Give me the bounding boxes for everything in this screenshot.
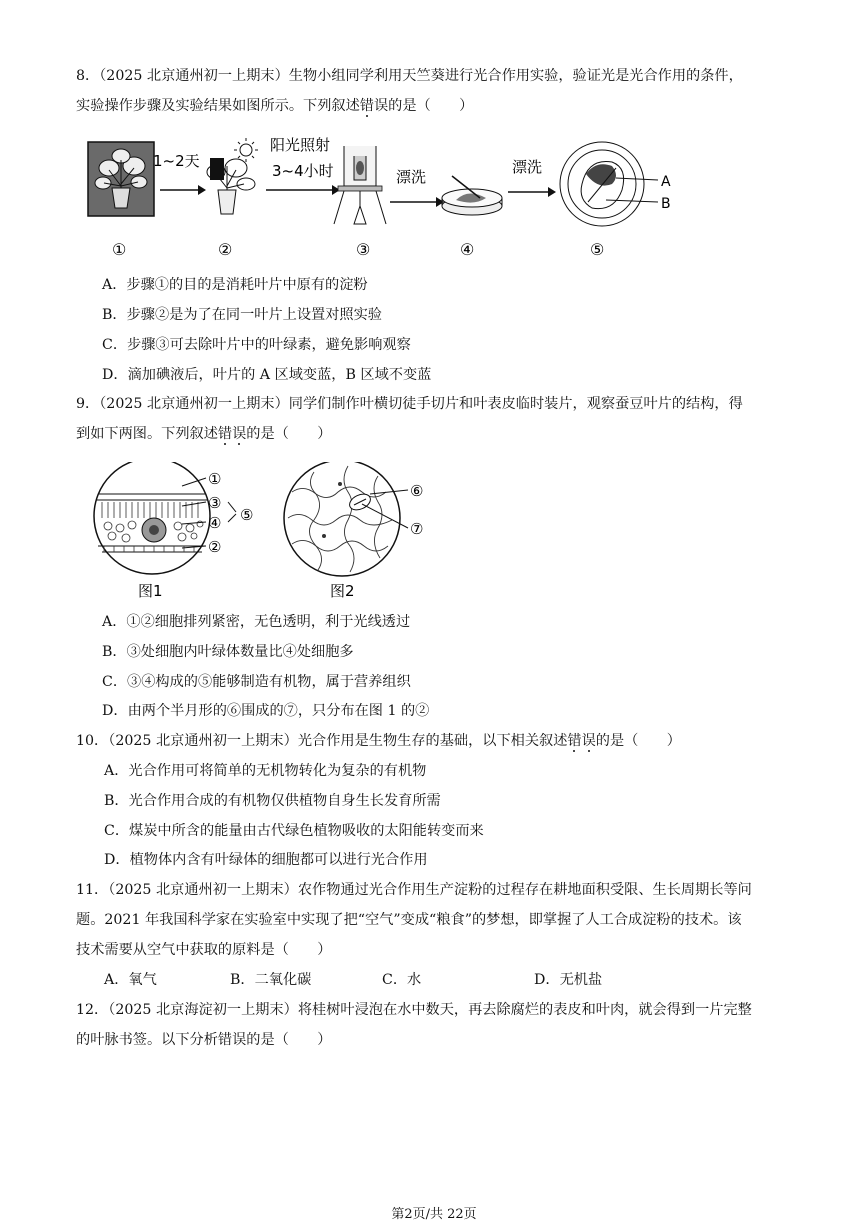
q8-experiment-figure bbox=[76, 128, 716, 260]
emphasis-dot-char: 误 bbox=[232, 426, 247, 442]
step1-dark-plant bbox=[88, 142, 154, 216]
arrow-1-label: 1~2天 bbox=[153, 152, 200, 170]
step-number-5: ⑤ bbox=[590, 240, 605, 259]
emphasis-dot-char: 错 bbox=[217, 426, 233, 442]
q10-option-d: D．植物体内含有叶绿体的细胞都可以进行光合作用 bbox=[104, 852, 428, 868]
arrow-2-label-bottom: 3~4小时 bbox=[272, 162, 334, 180]
q8-option-c: C．步骤③可去除叶片中的叶绿素，避免影响观察 bbox=[102, 337, 411, 353]
figure1-caption: 图1 bbox=[138, 582, 163, 600]
label-6: ⑥ bbox=[410, 482, 424, 500]
q11-option-b: B．二氧化碳 bbox=[230, 972, 312, 988]
arrow-4-to-5 bbox=[508, 158, 556, 197]
arrow-3-label: 漂洗 bbox=[396, 168, 427, 186]
step-number-1: ① bbox=[112, 240, 127, 259]
q9-option-c: C．③④构成的⑤能够制造有机物，属于营养组织 bbox=[102, 674, 411, 690]
q12-stem-line1: 12．（2025 北京海淀初一上期末）将桂树叶浸泡在水中数天，再去除腐烂的表皮和叶肉，就会得到一片完整 bbox=[76, 1002, 752, 1018]
label-2: ② bbox=[208, 538, 222, 556]
arrow-3-to-4 bbox=[390, 168, 444, 207]
q8-stem-line2: 实验操作步骤及实验结果如图所示。下列叙述错误的是（ ） bbox=[76, 98, 474, 114]
step3-water-bath bbox=[334, 146, 386, 224]
label-B: B bbox=[661, 196, 671, 212]
q9-stem-line1: 9．（2025 北京通州初一上期末）同学们制作叶横切徒手切片和叶表皮临时装片，观察蚕豆叶片的结构，得 bbox=[76, 396, 743, 412]
step4-petri-dish bbox=[442, 176, 502, 215]
emphasis-dot-char: 误 bbox=[581, 733, 596, 749]
step5-stained-leaf bbox=[560, 142, 671, 226]
q8-stem-line1: 8．（2025 北京通州初一上期末）生物小组同学利用天竺葵进行光合作用实验，验证光是光合作用的条件， bbox=[76, 68, 743, 84]
q10-stem: 10．（2025 北京通州初一上期末）光合作用是生物生存的基础，以下相关叙述错误的是（ ） bbox=[76, 733, 681, 749]
q11-option-a: A．氧气 bbox=[104, 972, 157, 988]
emphasis-dot-char: 错 bbox=[359, 98, 374, 114]
arrow-1-to-2 bbox=[153, 152, 206, 195]
q10-option-b: B．光合作用合成的有机物仅供植物自身生长发育所需 bbox=[104, 793, 441, 809]
arrow-4-label: 漂洗 bbox=[512, 158, 543, 176]
q10-option-a: A．光合作用可将简单的无机物转化为复杂的有机物 bbox=[104, 763, 427, 779]
label-1: ① bbox=[208, 470, 222, 488]
step-number-2: ② bbox=[218, 240, 233, 259]
q8-option-b: B．步骤②是为了在同一叶片上设置对照实验 bbox=[102, 307, 382, 323]
arrow-2-to-3 bbox=[266, 136, 340, 195]
q11-stem-line2: 题。2021 年我国科学家在实验室中实现了把“空气”变成“粮食”的梦想，即掌握了人工合成淀粉的技术。该 bbox=[76, 912, 742, 928]
label-A: A bbox=[661, 174, 671, 190]
label-7: ⑦ bbox=[410, 520, 424, 538]
emphasis-dot-char: 错 bbox=[567, 733, 582, 749]
q8-option-a: A．步骤①的目的是消耗叶片中原有的淀粉 bbox=[102, 277, 368, 293]
q9-option-a: A．①②细胞排列紧密，无色透明，利于光线透过 bbox=[102, 614, 411, 630]
label-4: ④ bbox=[208, 514, 222, 532]
step-number-4: ④ bbox=[460, 240, 475, 259]
label-5: ⑤ bbox=[240, 506, 254, 524]
q9-stem-line2: 到如下两图。下列叙述错误的是（ ） bbox=[76, 426, 332, 442]
step2-partial-cover-plant bbox=[207, 138, 258, 214]
q8-option-d: D．滴加碘液后，叶片的 A 区域变蓝，B 区域不变蓝 bbox=[102, 367, 432, 383]
q12-stem-line2: 的叶脉书签。以下分析错误的是（ ） bbox=[76, 1032, 332, 1048]
step-number-3: ③ bbox=[356, 240, 371, 259]
q10-option-c: C．煤炭中所含的能量由古代绿色植物吸收的太阳能转变而来 bbox=[104, 823, 484, 839]
q9-option-b: B．③处细胞内叶绿体数量比④处细胞多 bbox=[102, 644, 354, 660]
figure2-leaf-epidermis bbox=[284, 462, 423, 600]
q11-option-d: D．无机盐 bbox=[534, 972, 603, 988]
label-3: ③ bbox=[208, 494, 222, 512]
page-footer: 第2页/共 22页 bbox=[391, 1207, 477, 1222]
q9-leaf-structure-figure bbox=[86, 462, 456, 604]
figure2-caption: 图2 bbox=[330, 582, 355, 600]
q11-stem-line1: 11．（2025 北京通州初一上期末）农作物通过光合作用生产淀粉的过程存在耕地面积受限、生长周期长等问 bbox=[76, 882, 752, 898]
q9-option-d: D．由两个半月形的⑥围成的⑦，只分布在图 1 的② bbox=[102, 703, 430, 719]
q11-stem-line3: 技术需要从空气中获取的原料是（ ） bbox=[76, 942, 332, 958]
q11-option-c: C．水 bbox=[382, 972, 422, 988]
figure1-leaf-cross-section bbox=[94, 462, 253, 600]
arrow-2-label-top: 阳光照射 bbox=[270, 136, 331, 154]
